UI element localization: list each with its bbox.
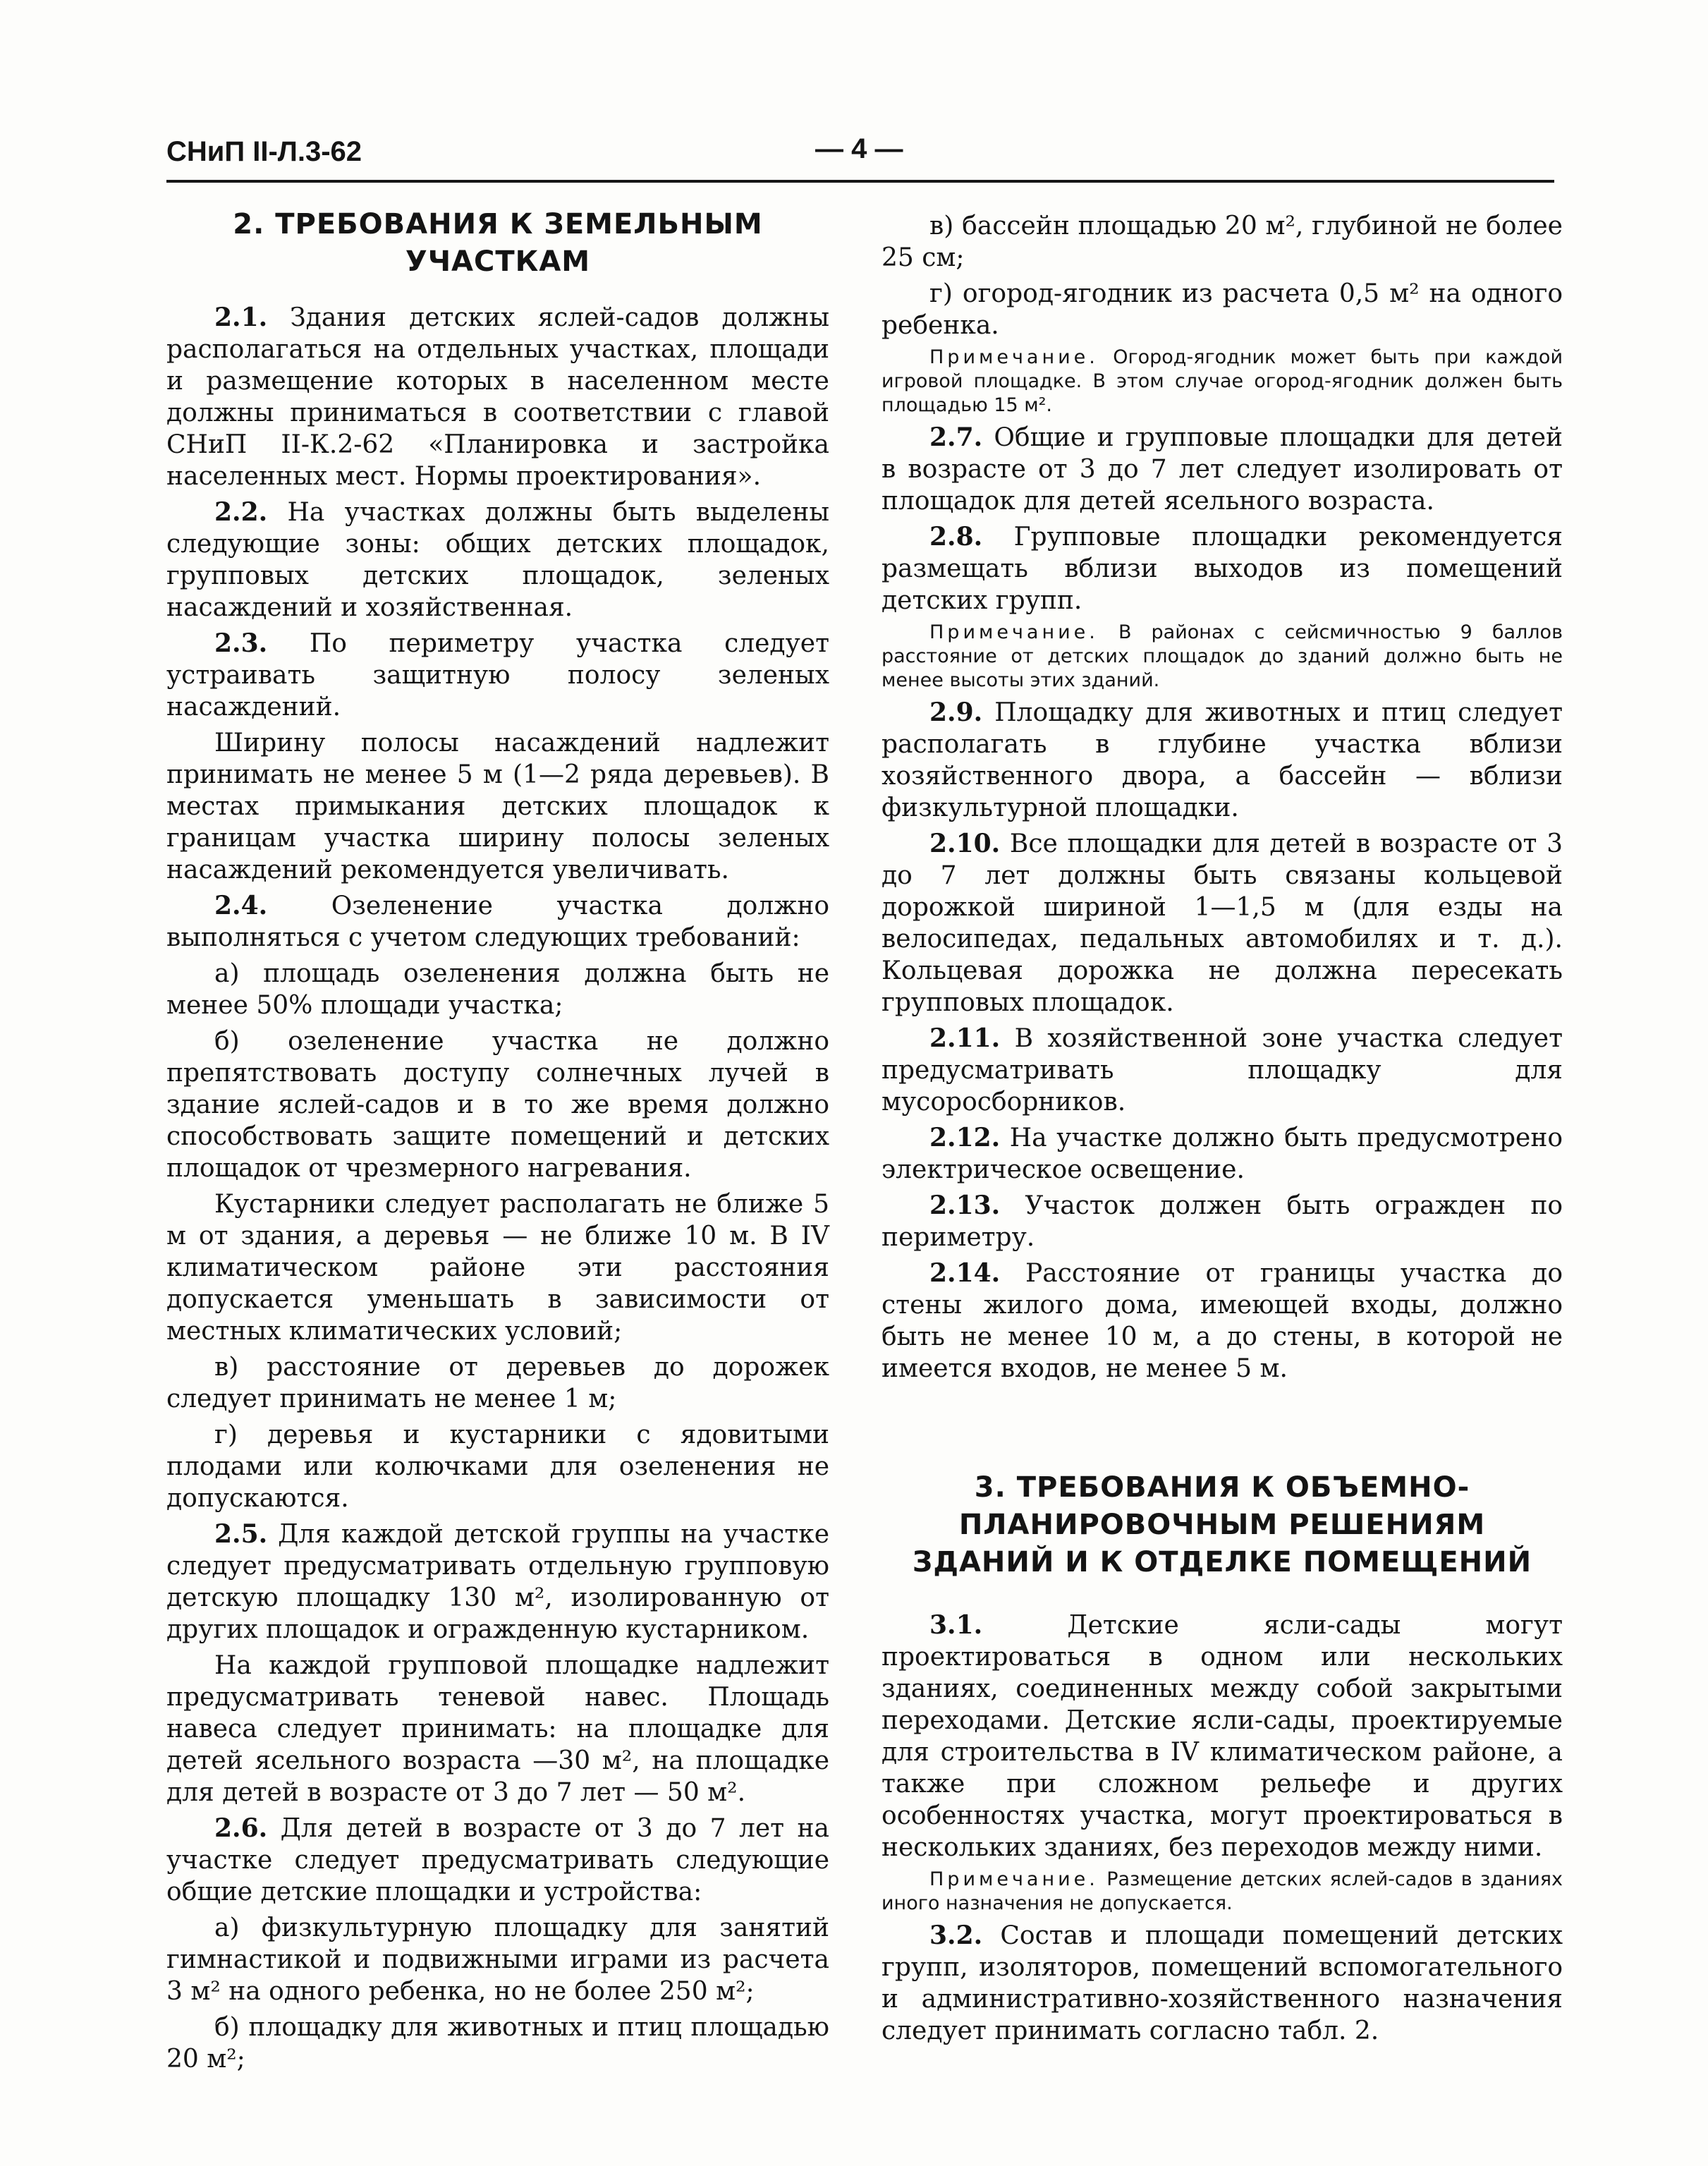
paragraph-2-4-e: г) деревья и кустарники с ядовитыми плодами или колючками для озеленения не допускаются.: [166, 1420, 829, 1513]
paragraph-2-5-b: На каждой групповой площадке надлежит предусматривать теневой навес. Площадь навеса следует принимать: на площадке для детей ясельного возраста —30 м², на площадке для детей в возрасте от 3 до 7 лет — 50 м².: [166, 1651, 829, 1807]
paragraph-2-6-b: б) площадку для животных и птиц площадью 20 м²;: [166, 2013, 829, 2074]
paragraph-3-2: 3.2. Состав и площади помещений детских групп, изоляторов, помещений вспомогательного и административно-хозяйственного назначения следует принимать согласно табл. 2.: [882, 1921, 1563, 2045]
paragraph-2-5: 2.5. Для каждой детской группы на участке следует предусматривать отдельную групповую детскую площадку 130 м², изолированную от других площадок и огражденную кустарником.: [166, 1519, 829, 1644]
paragraph-2-3-b: Ширину полосы насаждений надлежит принимать не менее 5 м (1—2 ряда деревьев). В местах примыкания детских площадок к границам участка ширину полосы зеленых насаждений рекомендуется увеличивать.: [166, 729, 829, 884]
paragraph-3-1: 3.1. Детские ясли-сады могут проектироваться в одном или нескольких зданиях, соединенных между собой закрытыми переходами. Детские ясли-сады, проектируемые для строительства в IV климатическом районе, а также при сложном рельефе и других особенностях участка, могут проектироваться в нескольких зданиях, без переходов между ними.: [882, 1610, 1563, 1862]
paragraph-2-6-d: г) огород-ягодник из расчета 0,5 м² на одного ребенка.: [882, 279, 1563, 340]
section-2-title: 2. ТРЕБОВАНИЯ К ЗЕМЕЛЬНЫМ УЧАСТКАМ: [233, 208, 763, 278]
paragraph-2-6-a: а) физкультурную площадку для занятий гимнастикой и подвижными играми из расчета 3 м² на одного ребенка, но не более 250 м²;: [166, 1913, 829, 2006]
paragraph-2-4: 2.4. Озеленение участка должно выполняться с учетом следующих требований:: [166, 891, 829, 952]
paragraph-2-9: 2.9. Площадку для животных и птиц следует располагать в глубине участка вблизи хозяйственного двора, а бассейн — вблизи физкультурной площадки.: [882, 698, 1563, 822]
paragraph-2-8: 2.8. Групповые площадки рекомендуется размещать вблизи выходов из помещений детских групп.: [882, 522, 1563, 615]
paragraph-2-3: 2.3. По периметру участка следует устраивать защитную полосу зеленых насаждений.: [166, 628, 830, 722]
paragraph-2-2: 2.2. На участках должны быть выделены следующие зоны: общих детских площадок, групповых детских площадок, зеленых насаждений и хозяйственная.: [166, 497, 829, 622]
paragraph-2-4-d: в) расстояние от деревьев до дорожек следует принимать не менее 1 м;: [166, 1353, 829, 1413]
paragraph-2-7: 2.7. Общие и групповые площадки для детей в возрасте от 3 до 7 лет следует изолировать от площадок для детей ясельного возраста.: [882, 422, 1563, 516]
page-header: [166, 130, 1554, 183]
paragraph-2-4-b: б) озеленение участка не должно препятствовать доступу солнечных лучей в здание яслей-садов и в то же время должно способствовать защите помещений и детских площадок от чрезмерного нагревания.: [166, 1027, 829, 1183]
paragraph-2-11: 2.11. В хозяйственной зоне участка следует предусматривать площадку для мусоросборников.: [882, 1023, 1563, 1117]
paragraph-2-6: 2.6. Для детей в возрасте от 3 до 7 лет на участке следует предусматривать следующие общие детские площадки и устройства:: [166, 1813, 829, 1906]
paragraph-2-1: 2.1. Здания детских яслей-садов должны располагаться на отдельных участках, площади и размещение которых в населенном месте должны приниматься в соответствии с главой СНиП II-К.2-62 «Планировка и застройка населенных мест. Нормы проектирования».: [166, 303, 829, 491]
paragraph-2-14: 2.14. Расстояние от границы участка до стены жилого дома, имеющей входы, должно быть не менее 10 м, а до стены, в которой не имеется входов, не менее 5 м.: [882, 1258, 1563, 1383]
section-3-title: 3. ТРЕБОВАНИЯ К ОБЪЕМНО- ПЛАНИРОВОЧНЫМ РЕШЕНИЯМ ЗДАНИЙ И К ОТДЕЛКЕ ПОМЕЩЕНИЙ: [912, 1471, 1532, 1578]
paragraph-2-4-c: Кустарники следует располагать не ближе 5 м от здания, а деревья — не ближе 10 м. В IV климатическом районе эти расстояния допускается уменьшать в зависимости от местных климатических условий;: [166, 1190, 829, 1346]
paragraph-2-12: 2.12. На участке должно быть предусмотрено электрическое освещение.: [882, 1123, 1563, 1184]
page-number: — 4 —: [815, 133, 903, 164]
note-1: Примечание. Огород-ягодник может быть при каждой игровой площадке. В этом случае огород-ягодник должен быть площадью 15 м².: [882, 346, 1563, 416]
paragraph-2-4-a: а) площадь озеленения должна быть не менее 50% площади участка;: [166, 959, 829, 1020]
paragraph-2-10: 2.10. Все площадки для детей в возрасте от 3 до 7 лет должны быть связаны кольцевой дорожкой шириной 1—1,5 м (для езды на велосипедах, педальных автомобилях и т. д.). Кольцевая дорожка не должна пересекать групповых площадок.: [882, 829, 1563, 1017]
note-3: Примечание. Размещение детских яслей-садов в зданиях иного назначения не допускается.: [882, 1868, 1563, 1914]
paragraph-2-6-c: в) бассейн площадью 20 м², глубиной не более 25 см;: [882, 212, 1563, 272]
document-code: СНиП II-Л.3-62: [166, 136, 362, 167]
note-2: Примечание. В районах с сейсмичностью 9 баллов расстояние от детских площадок до зданий должно быть не менее высоты этих зданий.: [882, 621, 1563, 691]
right-column: [882, 210, 1563, 2051]
left-column: [166, 206, 829, 2079]
paragraph-2-13: 2.13. Участок должен быть огражден по периметру.: [882, 1191, 1563, 1252]
